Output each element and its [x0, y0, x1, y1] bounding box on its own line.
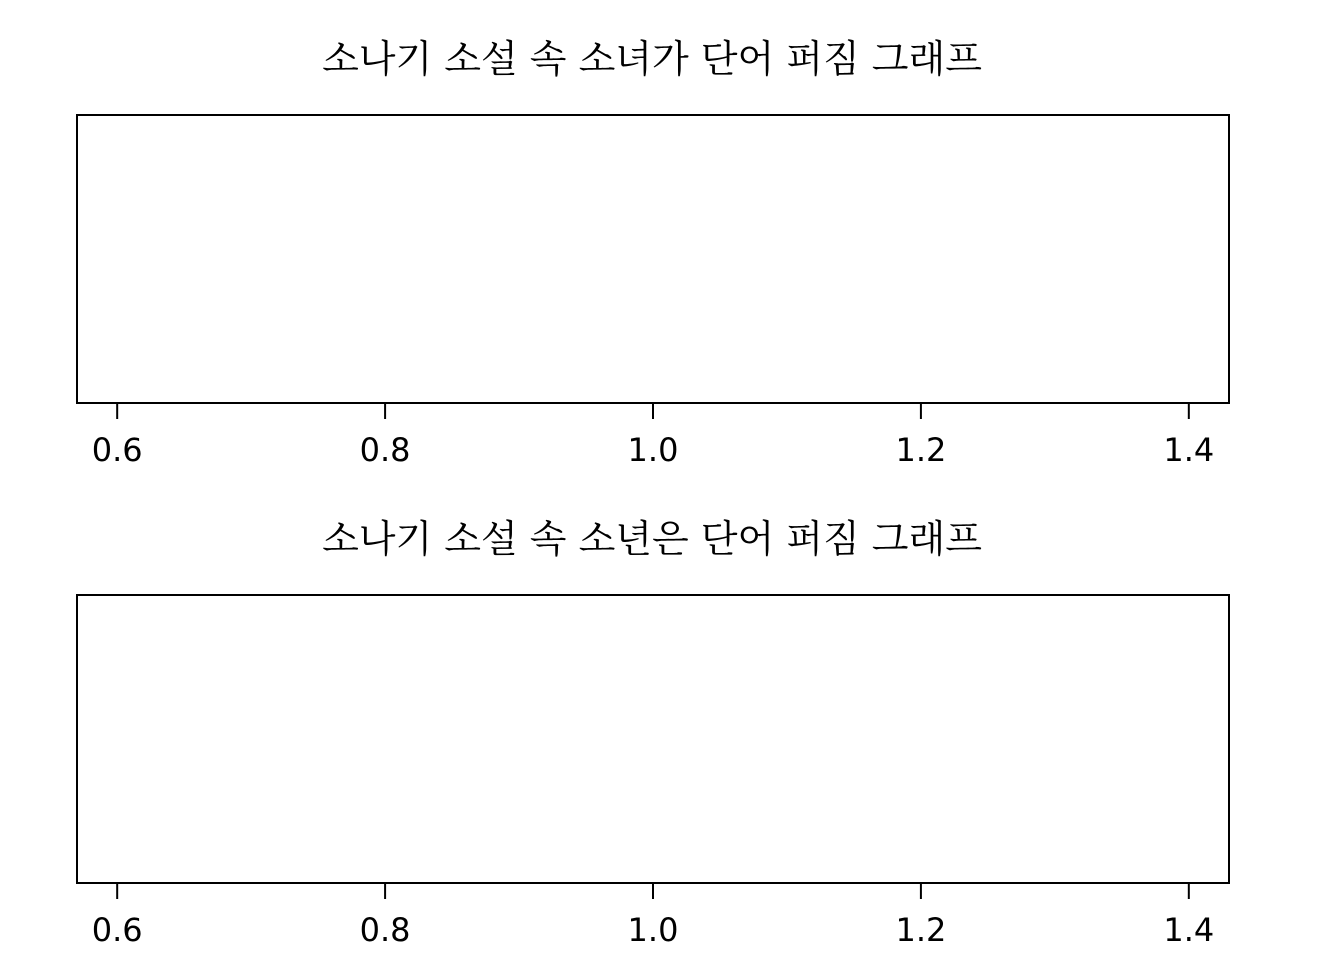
x-tick-label: 1.0 [627, 431, 679, 469]
x-tick-label: 0.8 [359, 911, 411, 949]
x-tick-label: 1.2 [895, 911, 947, 949]
x-tick-label: 1.4 [1163, 911, 1215, 949]
x-tick-label: 1.2 [895, 431, 947, 469]
x-tick-label: 0.6 [91, 911, 143, 949]
panel-2 [77, 517, 1229, 949]
plot-area-2 [77, 595, 1229, 883]
panel-1 [77, 37, 1229, 469]
x-axis-1 [92, 403, 1215, 469]
x-tick-label: 0.8 [359, 431, 411, 469]
x-tick-label: 1.4 [1163, 431, 1215, 469]
x-axis-2 [92, 883, 1215, 949]
chart-title-1: 소나기 소설 속 소녀가 단어 퍼짐 그래프 [322, 37, 982, 81]
chart-title-2: 소나기 소설 속 소년은 단어 퍼짐 그래프 [322, 517, 982, 561]
plot-area-1 [77, 115, 1229, 403]
x-tick-label: 0.6 [91, 431, 143, 469]
x-tick-label: 1.0 [627, 911, 679, 949]
